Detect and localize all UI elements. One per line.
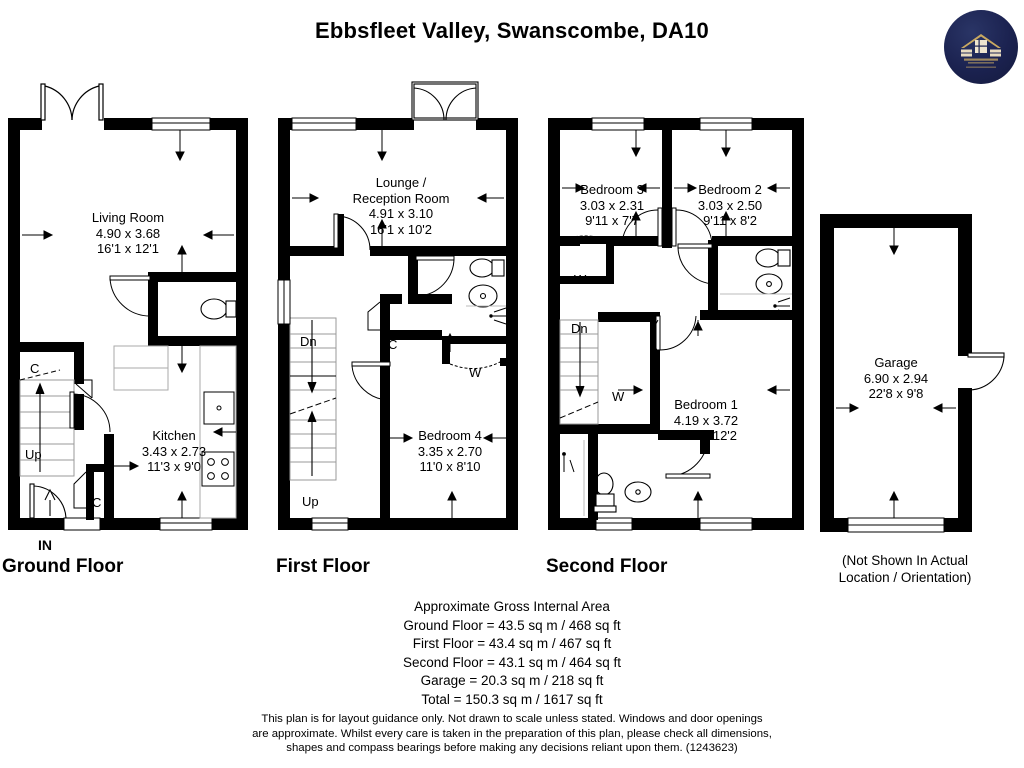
ground-floor-plan <box>0 80 262 550</box>
floor-label-first: First Floor <box>276 556 370 577</box>
floor-label-second: Second Floor <box>546 556 668 577</box>
area-first: First Floor = 43.4 sq m / 467 sq ft <box>412 636 612 652</box>
area-second: Second Floor = 43.1 sq m / 464 sq ft <box>403 654 621 670</box>
tag-stairs-down-second: Dn <box>571 321 588 336</box>
tag-cupboard-ground-1: C <box>30 361 40 376</box>
toilet-fixture <box>201 299 236 319</box>
window-glyph <box>152 118 210 130</box>
tag-cupboard-first: C <box>388 337 398 352</box>
room-label-living-room: Living Room 4.90 x 3.68 16'1 x 12'1 <box>91 210 165 256</box>
tag-wardrobe-second-2: W <box>612 389 625 404</box>
tag-entrance: IN <box>38 537 52 553</box>
tag-cupboard-ground-2: C <box>92 495 102 510</box>
area-garage: Garage = 20.3 sq m / 218 sq ft <box>420 673 604 689</box>
room-label-garage: Garage 6.90 x 2.94 22'8 x 9'8 <box>863 355 929 401</box>
tag-stairs-down-first: Dn <box>300 334 317 349</box>
sink-fixture <box>204 392 234 424</box>
first-floor-plan <box>270 80 532 550</box>
tag-stairs-up-ground: Up <box>25 447 42 462</box>
tag-wardrobe-first: W <box>469 365 482 380</box>
disclaimer: This plan is for layout guidance only. Not drawn to scale unless stated. Windows and door openings are approximate. Whilst every care is taken in the preparation of this plan, please check all dimensions, shapes and compass bearings before making any decisions reliant upon them. (1243623) <box>252 713 772 755</box>
tag-stairs-up-first: Up <box>302 494 319 509</box>
logo-house-icon <box>944 10 1018 84</box>
room-label-bedroom-3: Bedroom 3 3.03 x 2.31 9'11 x 7'7 <box>579 182 645 228</box>
room-label-bedroom-4: Bedroom 4 3.35 x 2.70 11'0 x 8'10 <box>417 428 483 474</box>
garage-orientation-note: (Not Shown In Actual Location / Orientation) <box>838 553 972 585</box>
company-logo <box>944 10 1018 84</box>
tag-wardrobe-second-1: W <box>574 272 587 287</box>
shower-icon <box>490 308 506 324</box>
area-ground: Ground Floor = 43.5 sq m / 468 sq ft <box>403 617 621 633</box>
floor-label-ground: Ground Floor <box>2 556 124 577</box>
room-label-bedroom-1: Bedroom 1 4.19 x 3.72 13'9 x 12'2 <box>673 397 739 443</box>
area-heading: Approximate Gross Internal Area <box>414 599 610 614</box>
room-label-bedroom-2: Bedroom 2 3.03 x 2.50 9'11 x 8'2 <box>697 182 763 228</box>
page-title: Ebbsfleet Valley, Swanscombe, DA10 <box>315 18 709 43</box>
area-total: Total = 150.3 sq m / 1617 sq ft <box>421 691 603 707</box>
second-floor-plan <box>540 80 816 550</box>
area-summary <box>212 598 812 710</box>
room-label-lounge: Lounge / Reception Room 4.91 x 3.10 16'1 x 10'2 <box>352 175 450 237</box>
room-label-kitchen: Kitchen 3.43 x 2.73 11'3 x 9'0 <box>141 428 207 474</box>
